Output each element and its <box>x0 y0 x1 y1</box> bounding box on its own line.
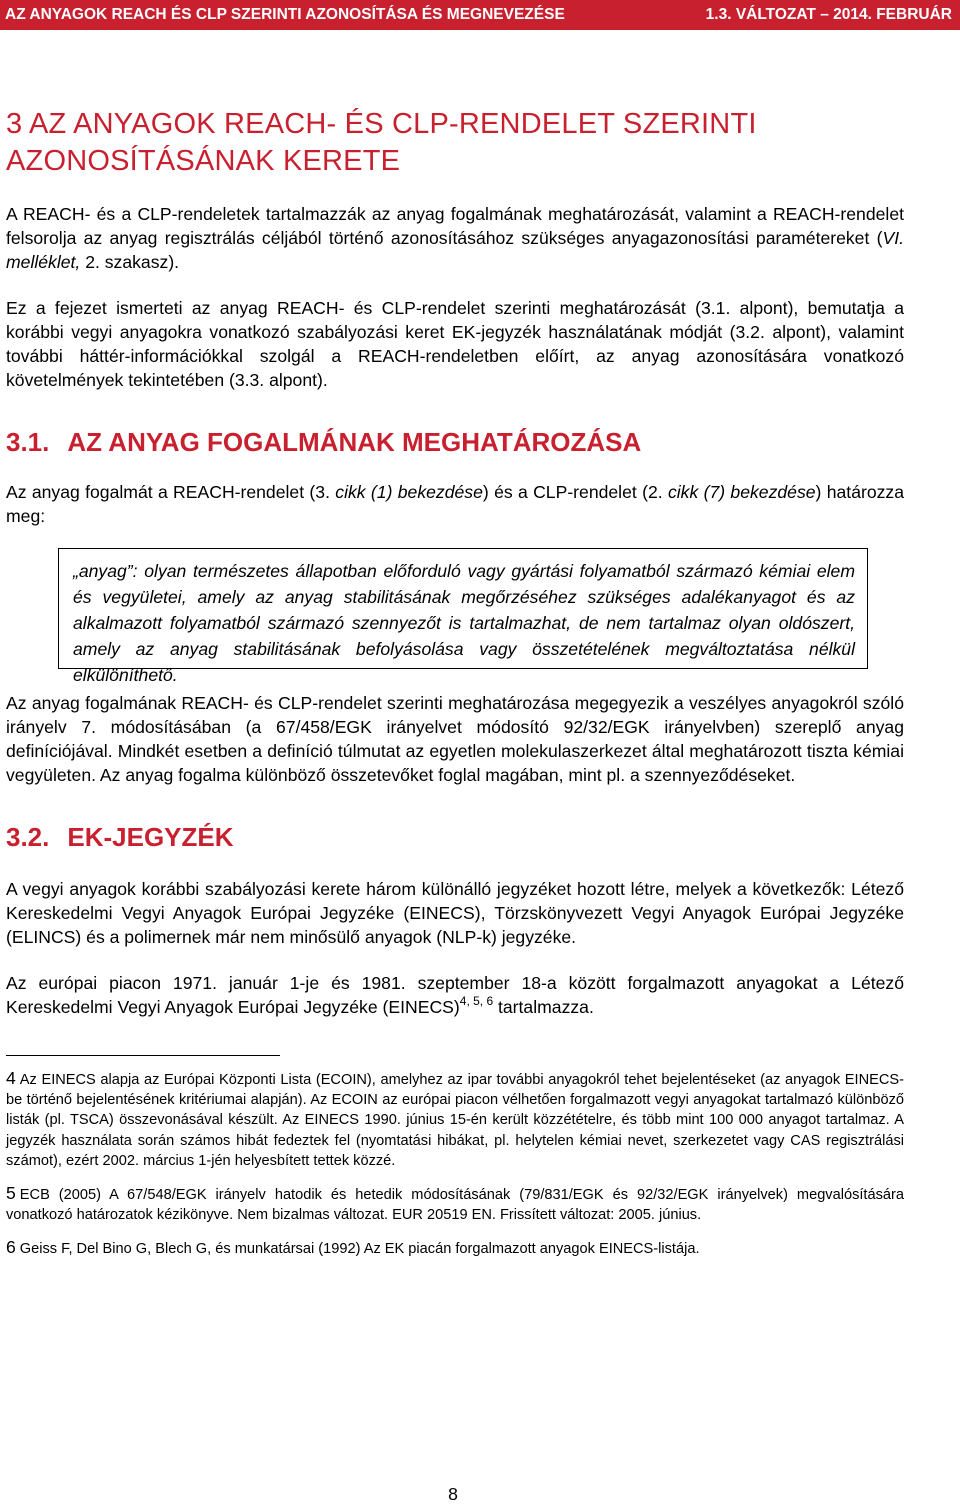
section-3-1-paragraph-2: Az anyag fogalmának REACH- és CLP-rendelet szerinti meghatározása megegyezik a veszélyes anyagokról szóló irányelv 7. módosításában (a 67/458/EGK irányelvet módosító 92/32/EGK irányelvben) szereplő anyag definíciójával. Mindkét esetben a definíció túlmutat az egyetlen molekulaszerkezet által meghatározott tiszta kémiai vegyületen. Az anyag fogalma különböző összetevőket foglal magában, mint pl. a szennyeződéseket. <box>6 693 904 785</box>
footnote-4 <box>6 1068 904 1171</box>
section-title: AZ ANYAG FOGALMÁNAK MEGHATÁROZÁSA <box>67 427 642 457</box>
definition-intro-paragraph: Az anyag fogalmát a REACH-rendelet (3. cikk (1) bekezdése) és a CLP-rendelet (2. cikk (7) bekezdése) határozza meg: <box>6 482 905 526</box>
annex-reference: VI. melléklet, <box>6 228 904 272</box>
clp-article-reference: cikk (7) bekezdése <box>667 482 816 502</box>
footnote-marker: 5 <box>6 1183 16 1204</box>
section-3-2-paragraph-2: Az európai piacon 1971. január 1-je és 1981. szeptember 18-a között forgalmazott anyagokat a Létező Kereskedelmi Vegyi Anyagok Európai Jegyzéke (EINECS)$^{4, 5, 6}$ tartalmazza. <box>6 973 904 1017</box>
running-header <box>0 0 960 30</box>
footnote-reference[interactable]: 4, 5, 6 <box>459 994 494 1008</box>
substance-definition: „anyag”: olyan természetes állapotban előforduló vagy gyártási folyamatból származó kémiai elem és vegyületei, amely az anyag stabilitásának megőrzéséhez szükséges adalékanyagot és az alkalmazott folyamatból származó szennyezőt is tartalmazhat, de nem tartalmaz olyan oldószert, amely az anyag stabilitásának befolyásolása vagy összetételének megváltoztatása nélkül elkülöníthető. <box>73 561 855 685</box>
section-3-2-paragraph-1: A vegyi anyagok korábbi szabályozási kerete három különálló jegyzéket hozott létre, melyek a következők: Létező Kereskedelmi Vegyi Anyagok Európai Jegyzéke (EINECS), Törzskönyvezett Vegyi Anyagok Európai Jegyzéke (ELINCS) és a polimernek már nem minősülő anyagok (NLP-k) jegyzéke. <box>6 879 904 947</box>
definition-box <box>58 548 868 685</box>
header-version: 1.3. VÁLTOZAT – 2014. FEBRUÁR <box>705 6 952 23</box>
footnote-text: Geiss F, Del Bino G, Blech G, és munkatársai (1992) Az EK piacán forgalmazott anyagok EINECS-listája. <box>19 1241 700 1258</box>
header-title: AZ ANYAGOK REACH ÉS CLP SZERINTI AZONOSÍTÁSA ÉS MEGNEVEZÉSE <box>5 6 565 23</box>
section-number: 3.2. <box>6 822 50 852</box>
intro-paragraph-2: Ez a fejezet ismerteti az anyag REACH- és CLP-rendelet szerinti meghatározását (3.1. alpont), bemutatja a korábbi vegyi anyagokra vonatkozó szabályozási keret EK-jegyzék használatának módját (3.2. alpont), valamint további háttér-információkkal szolgál a REACH-rendeletben előírt, az anyag azonosítására vonatkozó követelmények tekintetében (3.3. alpont). <box>6 298 904 390</box>
section-heading-3-1 <box>6 426 904 458</box>
footnote-5 <box>6 1183 904 1225</box>
section-heading-3-2 <box>6 821 904 853</box>
chapter-title-line2: AZONOSÍTÁSÁNAK KERETE <box>6 145 401 177</box>
footnote-text: ECB (2005) A 67/548/EGK irányelv hatodik és hetedik módosításának (79/831/EGK és 92/32/EGK irányelvek) megvalósítására vonatkozó határozatok kézikönyve. Nem bizalmas változat. EUR 20519 EN. Frissített változat: 2005. június. <box>6 1187 904 1224</box>
footnote-6 <box>6 1237 904 1259</box>
section-title: EK-JEGYZÉK <box>67 822 234 852</box>
intro-paragraph-1: A REACH- és a CLP-rendeletek tartalmazzák az anyag fogalmának meghatározását, valamint a REACH-rendelet felsorolja az anyag regisztrálás céljából történő azonosításához szükséges anyagazonosítási paramétereket (VI. melléklet, 2. szakasz). <box>6 204 904 272</box>
chapter-title-line1: 3 AZ ANYAGOK REACH- ÉS CLP-RENDELET SZERINTI <box>6 108 757 140</box>
section-number: 3.1. <box>6 427 50 457</box>
footnote-marker: 6 <box>6 1237 16 1258</box>
page-content <box>6 106 904 1260</box>
page-number: 8 <box>448 1484 458 1504</box>
footnote-text: Az EINECS alapja az Európai Központi Lista (ECOIN), amelyhez az ipar további anyagokról tehet bejelentéseket (az anyagok EINECS-be történő bejelentésének kritériumai alapján). Az ECOIN az európai piacon vélhetően forgalmazott vegyi anyagokat tartalmazó különböző listák (pl. TSCA) összevonásával készült. Az EINECS 1990. június 15-én került közzétételre, és több mint 100 000 anyagot tartalmaz. A jegyzék használata során számos hibát fedeztek fel (nyomtatási hibákat, pl. helytelen kémiai nevet, szerkezetet vagy CAS regisztrálási számot), ezért 2002. március 1-jén helyesbített tettek közzé. <box>6 1072 904 1169</box>
reach-article-reference: cikk (1) bekezdése <box>335 482 483 502</box>
chapter-title <box>6 106 904 180</box>
footnote-marker: 4 <box>6 1068 16 1088</box>
footnote-separator <box>6 1055 280 1056</box>
